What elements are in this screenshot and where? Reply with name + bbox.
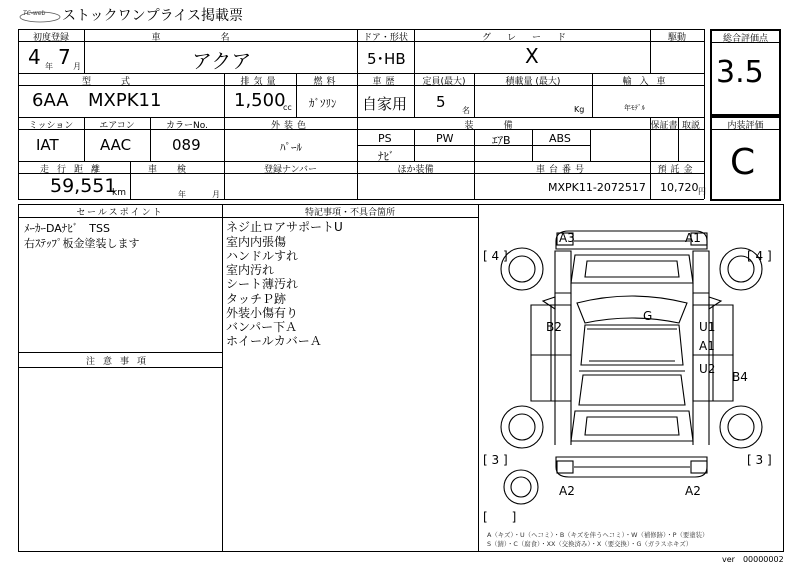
load-unit: Kg: [574, 105, 585, 114]
import-year: 年ﾓﾃﾞﾙ: [624, 104, 645, 112]
chassis-number: MXPK11-2072517: [548, 181, 646, 194]
remark-line-9: ホイールカバーＡ: [226, 334, 322, 348]
deposit-unit: 円: [698, 187, 706, 196]
sales-point-line-1: ﾒｰｶｰDAﾅﾋﾞ TSS: [24, 222, 110, 235]
damage-mark-b4: B4: [732, 370, 748, 384]
label-deposit: 預託金: [657, 165, 697, 175]
label-history: 車歴: [372, 77, 399, 87]
sales-points-label: セールスポイント: [76, 208, 164, 218]
equipment-airbag: ｴｱB: [492, 134, 511, 147]
remark-line-7: 外装小傷有り: [226, 306, 299, 320]
exterior-color: ﾊﾟｰﾙ: [280, 141, 302, 154]
remark-line-8: バンパー下Ａ: [226, 320, 298, 334]
label-import: 輸入車: [622, 77, 674, 87]
damage-mark-b2: B2: [546, 320, 562, 334]
equipment-navi: ﾅﾋﾞ: [378, 150, 395, 163]
version-label: ver 00000002: [722, 555, 784, 564]
label-manual: 取説: [681, 121, 700, 131]
label-mission: ミッション: [28, 121, 74, 131]
damage-mark-g: G: [643, 309, 653, 323]
damage-mark-a1-side: A1: [699, 339, 715, 353]
tire-rear-right-depth: [ 3 ]: [747, 453, 772, 467]
overall-score: 3.5: [716, 55, 764, 90]
inspection-month-unit: 月: [212, 190, 220, 199]
equipment-pw: PW: [436, 132, 454, 145]
label-capacity: 定員(最大): [422, 77, 466, 87]
label-inspection: 車検: [147, 165, 206, 175]
equipment-ps: PS: [378, 132, 392, 145]
damage-mark-a1-front: A1: [685, 231, 701, 245]
damage-legend-line-1: A（キズ）・U（ヘコミ）・B（キズを伴うヘコミ）・W（補修跡）・P（要塗装）: [487, 531, 709, 539]
label-exterior-color: 外装色: [270, 121, 310, 131]
first-reg-year: 4: [28, 45, 41, 69]
label-equipment: 装備: [464, 121, 543, 131]
capacity-unit: 名: [462, 106, 470, 115]
engine-code: 6AA: [32, 90, 69, 111]
label-chassis: 車台番号: [535, 165, 588, 175]
label-warranty: 保証書: [650, 121, 678, 131]
car-name: アクア: [192, 49, 252, 73]
label-first-reg: 初度登録: [32, 33, 69, 43]
notes-label: 注意事項: [85, 357, 154, 367]
remark-line-4: 室内汚れ: [226, 263, 275, 277]
door-type: 5･HB: [367, 50, 406, 68]
remark-line-3: ハンドルすれ: [226, 249, 299, 263]
remark-line-1: ネジ止ロアサポートU: [226, 220, 343, 234]
first-reg-month: 7: [58, 45, 71, 69]
aircon: AAC: [100, 136, 132, 154]
label-door-type: ドア・形状: [363, 33, 408, 43]
sales-point-line-2: 右ｽﾃｯﾌﾟ板金塗装します: [24, 237, 140, 250]
fuel: ｶﾞｿﾘﾝ: [309, 97, 337, 110]
remark-line-2: 室内内張傷: [226, 235, 287, 249]
damage-diagram: [479, 205, 783, 551]
tire-front-right-depth: [ 4 ]: [747, 249, 772, 263]
label-drive: 駆動: [667, 33, 686, 43]
label-mileage: 走行距離: [39, 165, 108, 175]
interior-score-box: [710, 116, 781, 201]
label-fuel: 燃料: [313, 77, 340, 87]
label-car-name: 車名: [151, 33, 290, 43]
spare-tire-depth: [ ]: [483, 510, 517, 524]
capacity: 5: [436, 93, 446, 111]
remark-line-5: シート薄汚れ: [226, 277, 299, 291]
label-load: 積載量 (最大): [505, 77, 561, 87]
label-other-equip: ほか装備: [397, 165, 434, 175]
tire-rear-left-depth: [ 3 ]: [483, 453, 508, 467]
overall-score-label: 総合評価点: [712, 31, 779, 43]
displacement-unit: cc: [283, 103, 292, 112]
label-color-no: カラーNo.: [166, 121, 208, 131]
grade: X: [525, 44, 539, 68]
damage-legend-line-2: S（錆）・C（腐食）・XX（交換済み）・X（要交換）・G（ガラスホキズ）: [487, 540, 693, 548]
tire-front-left-depth: [ 4 ]: [483, 249, 508, 263]
first-reg-month-unit: 月: [73, 62, 81, 71]
interior-score-label: 内装評価: [712, 118, 779, 130]
header-logo: [18, 8, 62, 22]
label-grade: グレード: [481, 33, 582, 43]
history: 自家用: [362, 95, 408, 113]
label-plate: 登録ナンバー: [264, 165, 317, 175]
damage-mark-u1: U1: [699, 320, 716, 334]
mission: IAT: [36, 136, 59, 154]
equipment-abs: ABS: [549, 132, 571, 145]
label-aircon: エアコン: [99, 121, 135, 131]
displacement: 1,500: [234, 90, 286, 111]
damage-mark-a2-rear-left: A2: [559, 484, 575, 498]
first-reg-year-unit: 年: [45, 62, 53, 71]
inspection-year-unit: 年: [178, 190, 186, 199]
logo-text: TC-web: [23, 10, 46, 17]
interior-score: C: [730, 142, 756, 183]
deposit: 10,720: [660, 181, 699, 194]
overall-score-box: [710, 29, 781, 116]
color-no: 089: [172, 136, 201, 154]
label-model: 型式: [81, 77, 160, 87]
damage-mark-a2-rear-right: A2: [685, 484, 701, 498]
remarks-label: 特記事項・不具合箇所: [304, 208, 395, 218]
mileage-unit: km: [112, 188, 126, 198]
label-displacement: 排気量: [240, 77, 280, 87]
damage-mark-a3: A3: [559, 231, 575, 245]
model-code: MXPK11: [88, 90, 162, 111]
damage-mark-u2: U2: [699, 362, 716, 376]
mileage: 59,551: [50, 175, 117, 197]
page-title: ストックワンプライス掲載票: [62, 8, 244, 24]
remark-line-6: タッチＰ跡: [226, 292, 287, 306]
